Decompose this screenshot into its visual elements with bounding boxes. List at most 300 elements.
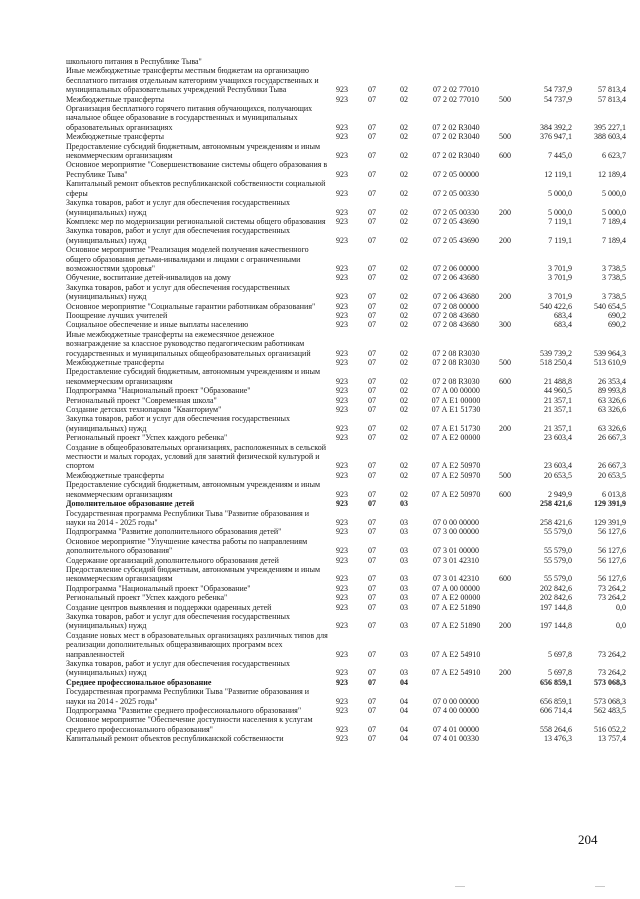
row-value-1: 20 653,5 <box>544 470 572 480</box>
row-value-2: 129 391,9 <box>594 517 626 527</box>
row-ved: 923 <box>336 386 348 396</box>
row-value-2: 3 738,5 <box>602 292 626 302</box>
row-value-2: 26 353,4 <box>598 376 626 386</box>
row-rz: 07 <box>368 405 376 415</box>
row-pr: 02 <box>400 216 408 226</box>
row-value-1: 5 000,0 <box>548 188 572 198</box>
row-value-1: 258 421,6 <box>540 517 572 527</box>
table-row <box>66 283 626 302</box>
row-value-1: 55 579,0 <box>544 574 572 584</box>
row-vr <box>492 302 518 311</box>
row-vr <box>492 66 518 94</box>
table-row <box>66 603 626 612</box>
row-rz: 07 <box>368 489 376 499</box>
row-ved: 923 <box>336 216 348 226</box>
row-name: Подпрограмма "Национальный проект "Образование" <box>66 386 251 396</box>
row-ved: 923 <box>336 235 348 245</box>
row-ved: 923 <box>336 461 348 471</box>
row-csr: 07 2 08 00000 <box>433 301 479 311</box>
row-ved: 923 <box>336 668 348 678</box>
row-rz: 07 <box>368 574 376 584</box>
row-ved <box>328 57 356 66</box>
row-vr: 200 <box>499 668 511 678</box>
row-value-2: 12 189,4 <box>598 169 626 179</box>
row-ved: 923 <box>336 470 348 480</box>
row-value-1: 258 421,6 <box>540 499 572 509</box>
row-name: Поощрение лучших учителей <box>66 310 168 320</box>
row-pr: 03 <box>400 602 408 612</box>
row-name: Среднее профессиональное образование <box>66 677 212 687</box>
row-csr: 07 3 00 00000 <box>433 527 479 537</box>
row-vr <box>492 715 518 734</box>
row-value-1: 55 579,0 <box>544 527 572 537</box>
row-pr: 02 <box>400 263 408 273</box>
row-vr: 200 <box>499 235 511 245</box>
row-value-2: 516 052,2 <box>594 724 626 734</box>
row-value-2: 3 738,5 <box>602 263 626 273</box>
row-rz: 07 <box>368 602 376 612</box>
row-value-1: 656 859,1 <box>540 696 572 706</box>
row-ved: 923 <box>336 273 348 283</box>
row-csr: 07 2 02 R3040 <box>432 132 480 142</box>
row-pr: 04 <box>400 677 408 687</box>
row-ved: 923 <box>336 734 348 744</box>
row-vr: 500 <box>499 470 511 480</box>
row-value-1: 55 579,0 <box>544 546 572 556</box>
row-name: Обучение, воспитание детей-инвалидов на дому <box>66 273 231 283</box>
row-value-2: 73 264,2 <box>598 668 626 678</box>
row-rz: 07 <box>368 348 376 358</box>
row-value-2: 56 127,6 <box>598 574 626 584</box>
row-value-1: 606 714,4 <box>540 706 572 716</box>
row-csr: 07 2 02 77010 <box>433 94 479 104</box>
row-value-1: 54 737,9 <box>544 85 572 95</box>
row-rz: 07 <box>368 696 376 706</box>
row-pr: 03 <box>400 668 408 678</box>
row-rz: 07 <box>368 433 376 443</box>
row-pr: 03 <box>400 574 408 584</box>
table-row <box>66 659 626 678</box>
row-rz: 07 <box>368 461 376 471</box>
row-pr: 02 <box>400 386 408 396</box>
row-value-1: 3 701,9 <box>548 263 572 273</box>
row-value-1: 23 603,4 <box>544 433 572 443</box>
row-name: Закупка товаров, работ и услуг для обеспечения государственных (муниципальных) нужд <box>66 198 291 217</box>
row-rz: 07 <box>368 216 376 226</box>
row-rz: 07 <box>368 376 376 386</box>
row-ved: 923 <box>336 517 348 527</box>
row-value-2: 56 127,6 <box>598 527 626 537</box>
row-value-1: 5 697,8 <box>548 649 572 659</box>
row-value-2: 7 189,4 <box>602 216 626 226</box>
row-csr: 07 2 05 43690 <box>433 235 479 245</box>
row-value-2: 6 623,7 <box>602 151 626 161</box>
row-rz: 07 <box>368 724 376 734</box>
row-vr <box>492 687 518 706</box>
row-csr <box>420 499 492 508</box>
budget-table-body <box>66 57 626 744</box>
row-vr <box>492 443 518 471</box>
row-value-2: 26 667,3 <box>598 433 626 443</box>
table-row <box>66 715 626 734</box>
table-row <box>66 527 626 536</box>
row-value-1: 683,4 <box>554 310 572 320</box>
row-csr: 07 4 01 00330 <box>433 734 479 744</box>
row-value-2 <box>572 57 626 66</box>
row-value-1: 21 357,1 <box>544 423 572 433</box>
table-row <box>66 330 626 358</box>
row-vr: 500 <box>499 358 511 367</box>
row-value-2: 73 264,2 <box>598 583 626 593</box>
row-csr: 07 А Е1 51730 <box>431 405 481 415</box>
row-ved: 923 <box>336 348 348 358</box>
row-name: Создание центров выявления и поддержки одаренных детей <box>66 602 272 612</box>
row-pr: 02 <box>400 376 408 386</box>
row-value-1: 7 445,0 <box>548 151 572 161</box>
row-rz: 07 <box>368 593 376 603</box>
row-rz: 07 <box>368 583 376 593</box>
row-ved: 923 <box>336 724 348 734</box>
row-ved: 923 <box>336 132 348 142</box>
page-number: 204 <box>578 832 598 847</box>
row-value-2: 63 326,6 <box>598 405 626 415</box>
row-value-2: 0,0 <box>616 621 626 631</box>
row-csr: 07 3 01 42310 <box>433 574 479 584</box>
row-ved: 923 <box>336 320 348 330</box>
row-ved: 923 <box>336 207 348 217</box>
row-value-1: 21 357,1 <box>544 395 572 405</box>
table-row <box>66 95 626 104</box>
row-name: Закупка товаров, работ и услуг для обеспечения государственных (муниципальных) нужд <box>66 659 291 678</box>
row-pr: 04 <box>400 706 408 716</box>
row-vr <box>492 311 518 320</box>
row-value-2: 73 264,2 <box>598 593 626 603</box>
row-name: Подпрограмма "Развитие дополнительного образования детей" <box>66 527 282 537</box>
row-value-1: 7 119,1 <box>548 216 572 226</box>
row-csr: 07 2 02 R3040 <box>432 122 480 132</box>
row-pr: 02 <box>400 461 408 471</box>
row-value-1: 197 144,8 <box>540 621 572 631</box>
row-name: Закупка товаров, работ и услуг для обеспечения государственных (муниципальных) нужд <box>66 226 291 245</box>
row-vr <box>492 734 518 743</box>
table-row <box>66 57 626 66</box>
row-vr <box>492 509 518 528</box>
row-value-1: 197 144,8 <box>540 602 572 612</box>
row-pr: 02 <box>400 169 408 179</box>
row-rz: 07 <box>368 668 376 678</box>
row-ved: 923 <box>336 433 348 443</box>
table-row <box>66 556 626 565</box>
row-vr <box>492 217 518 226</box>
row-value-2: 6 013,8 <box>602 489 626 499</box>
row-ved: 923 <box>336 169 348 179</box>
row-pr: 04 <box>400 696 408 706</box>
row-rz: 07 <box>368 151 376 161</box>
row-ved: 923 <box>336 122 348 132</box>
row-rz: 07 <box>368 132 376 142</box>
row-pr: 02 <box>400 94 408 104</box>
row-value-1: 2 949,9 <box>548 489 572 499</box>
row-rz: 07 <box>368 122 376 132</box>
table-row <box>66 537 626 556</box>
row-vr <box>492 160 518 179</box>
row-ved: 923 <box>336 602 348 612</box>
row-pr: 02 <box>400 235 408 245</box>
row-pr: 03 <box>400 546 408 556</box>
row-csr: 07 0 00 00000 <box>433 696 479 706</box>
row-csr: 07 2 08 R3030 <box>432 358 480 367</box>
row-value-1: 384 392,2 <box>540 122 572 132</box>
row-pr: 03 <box>400 583 408 593</box>
row-rz <box>356 57 388 66</box>
row-value-2: 57 813,4 <box>598 94 626 104</box>
row-name: Основное мероприятие "Социальные гарантии работникам образования" <box>66 301 316 311</box>
scan-mark <box>595 886 605 887</box>
row-value-1: 23 603,4 <box>544 461 572 471</box>
row-value-1: 13 476,3 <box>544 734 572 744</box>
row-ved: 923 <box>336 85 348 95</box>
row-pr: 03 <box>400 621 408 631</box>
row-pr: 02 <box>400 151 408 161</box>
row-csr: 07 2 08 43680 <box>433 310 479 320</box>
row-value-2: 573 068,3 <box>594 696 626 706</box>
table-row <box>66 565 626 584</box>
row-value-2: 129 391,9 <box>594 499 626 509</box>
table-row <box>66 367 626 386</box>
row-csr: 07 А 00 00000 <box>432 583 480 593</box>
row-vr <box>492 678 518 687</box>
row-pr: 02 <box>400 273 408 283</box>
row-csr: 07 А Е1 00000 <box>431 395 481 405</box>
row-vr <box>492 405 518 414</box>
row-rz: 07 <box>368 423 376 433</box>
row-csr: 07 2 05 00000 <box>433 169 479 179</box>
row-pr: 03 <box>400 527 408 537</box>
row-pr: 02 <box>400 348 408 358</box>
row-name: Основное мероприятие "Обеспечение доступности населения к услугам среднего профессионального образования" <box>66 715 313 734</box>
row-rz: 07 <box>368 292 376 302</box>
table-row <box>66 198 626 217</box>
row-value-2: 56 127,6 <box>598 546 626 556</box>
row-name: Предоставление субсидий бюджетным, автономным учреждениям и иным некоммерческим организациям <box>66 367 321 386</box>
row-vr <box>492 433 518 442</box>
budget-table <box>66 57 626 744</box>
table-row <box>66 217 626 226</box>
row-name: Межбюджетные трансферты <box>66 94 164 104</box>
row-name: Предоставление субсидий бюджетным, автономным учреждениям и иным некоммерческим организациям <box>66 564 321 584</box>
table-row <box>66 396 626 405</box>
row-value-1: 5 000,0 <box>548 207 572 217</box>
row-csr <box>420 678 492 687</box>
row-name: Дополнительное образование детей <box>66 499 195 509</box>
row-vr <box>492 273 518 282</box>
table-row <box>66 66 626 94</box>
table-row <box>66 273 626 282</box>
row-value-2: 89 993,8 <box>598 386 626 396</box>
row-name: Комплекс мер по модернизации региональной системы общего образования <box>66 216 326 226</box>
table-row <box>66 509 626 528</box>
row-value-1: 558 264,6 <box>540 724 572 734</box>
row-csr: 07 А Е2 54910 <box>431 668 481 678</box>
table-row <box>66 414 626 433</box>
row-value-1: 539 739,2 <box>540 348 572 358</box>
row-pr: 02 <box>400 320 408 330</box>
row-rz: 07 <box>368 734 376 744</box>
row-value-2: 56 127,6 <box>598 555 626 565</box>
table-row <box>66 584 626 593</box>
row-value-2: 388 603,4 <box>594 132 626 142</box>
row-pr: 02 <box>400 405 408 415</box>
row-pr: 02 <box>400 395 408 405</box>
row-name: Закупка товаров, работ и услуг для обеспечения государственных (муниципальных) нужд <box>66 611 291 631</box>
row-name: Содержание организаций дополнительного образования детей <box>66 555 279 565</box>
row-value-1: 656 859,1 <box>540 677 572 687</box>
table-row <box>66 687 626 706</box>
row-pr: 02 <box>400 489 408 499</box>
table-row <box>66 612 626 631</box>
row-pr: 02 <box>400 301 408 311</box>
row-ved: 923 <box>336 263 348 273</box>
row-name: Капитальный ремонт объектов республиканской собственности <box>66 734 284 744</box>
row-csr: 07 А Е2 50970 <box>431 461 481 471</box>
row-name: Региональный проект "Современная школа" <box>66 395 217 405</box>
table-row <box>66 593 626 602</box>
table-row <box>66 302 626 311</box>
row-pr: 02 <box>400 433 408 443</box>
row-csr: 07 А Е2 54910 <box>431 649 481 659</box>
row-value-2: 7 189,4 <box>602 235 626 245</box>
row-value-2: 20 653,5 <box>598 470 626 480</box>
row-pr: 02 <box>400 423 408 433</box>
row-value-2: 5 000,0 <box>602 188 626 198</box>
row-value-1: 540 422,6 <box>540 301 572 311</box>
row-vr <box>492 706 518 715</box>
table-row <box>66 631 626 659</box>
row-ved: 923 <box>336 188 348 198</box>
row-value-1: 7 119,1 <box>548 235 572 245</box>
row-ved: 923 <box>336 489 348 499</box>
row-value-1: 202 842,6 <box>540 583 572 593</box>
table-row <box>66 443 626 471</box>
row-value-1: 21 488,8 <box>544 376 572 386</box>
row-ved: 923 <box>336 555 348 565</box>
row-vr <box>492 57 518 66</box>
row-name: Государственная программа Республики Тыва "Развитие образования и науки на 2014 - 2025 годы" <box>66 687 310 706</box>
row-name: Межбюджетные трансферты <box>66 470 164 480</box>
row-pr: 02 <box>400 85 408 95</box>
row-csr: 07 4 01 00000 <box>433 724 479 734</box>
row-name: Закупка товаров, работ и услуг для обеспечения государственных (муниципальных) нужд <box>66 414 291 433</box>
row-value-2: 63 326,6 <box>598 395 626 405</box>
row-name: Государственная программа Республики Тыва "Развитие образования и науки на 2014 - 2025 годы" <box>66 508 310 527</box>
row-vr <box>492 245 518 273</box>
row-csr: 07 2 02 R3040 <box>432 151 480 161</box>
row-name: Подпрограмма "Развитие среднего профессионального образования" <box>66 706 302 716</box>
row-ved: 923 <box>336 423 348 433</box>
row-vr: 500 <box>499 132 511 142</box>
row-value-2: 57 813,4 <box>598 85 626 95</box>
row-value-1: 518 250,4 <box>540 358 572 367</box>
row-vr <box>492 386 518 395</box>
row-csr: 07 А Е2 51890 <box>431 621 481 631</box>
row-csr: 07 4 00 00000 <box>433 706 479 716</box>
row-rz: 07 <box>368 235 376 245</box>
row-name: Закупка товаров, работ и услуг для обеспечения государственных (муниципальных) нужд <box>66 282 291 302</box>
row-ved: 923 <box>336 310 348 320</box>
row-vr <box>492 631 518 659</box>
table-row <box>66 160 626 179</box>
row-vr: 600 <box>499 574 511 584</box>
row-name: Региональный проект "Успех каждого ребенка" <box>66 433 228 443</box>
row-value-1: 55 579,0 <box>544 555 572 565</box>
row-csr: 07 2 06 00000 <box>433 263 479 273</box>
row-rz: 07 <box>368 301 376 311</box>
row-ved: 923 <box>336 677 348 687</box>
row-pr: 04 <box>400 724 408 734</box>
row-vr: 600 <box>499 489 511 499</box>
row-value-2: 573 068,3 <box>594 677 626 687</box>
row-pr: 02 <box>400 188 408 198</box>
row-pr: 02 <box>400 122 408 132</box>
row-rz: 07 <box>368 470 376 480</box>
row-pr <box>388 57 420 66</box>
row-vr: 600 <box>499 376 511 386</box>
row-name: Межбюджетные трансферты <box>66 358 164 367</box>
row-ved: 923 <box>336 696 348 706</box>
row-value-2: 690,2 <box>608 320 626 330</box>
table-row <box>66 433 626 442</box>
row-rz: 07 <box>368 621 376 631</box>
row-csr: 07 2 05 00330 <box>433 207 479 217</box>
row-value-1: 12 119,1 <box>544 169 572 179</box>
row-value-1: 3 701,9 <box>548 273 572 283</box>
row-value-2: 513 610,9 <box>594 358 626 367</box>
row-pr: 02 <box>400 292 408 302</box>
table-row <box>66 104 626 132</box>
row-value-2: 395 227,1 <box>594 122 626 132</box>
table-row <box>66 245 626 273</box>
row-vr <box>492 593 518 602</box>
table-row <box>66 678 626 687</box>
row-ved: 923 <box>336 649 348 659</box>
row-pr: 02 <box>400 470 408 480</box>
row-value-1: 21 357,1 <box>544 405 572 415</box>
row-rz: 07 <box>368 273 376 283</box>
row-value-2: 690,2 <box>608 310 626 320</box>
table-row <box>66 405 626 414</box>
row-pr: 02 <box>400 207 408 217</box>
row-csr: 07 А Е2 51890 <box>431 602 481 612</box>
row-value-2: 5 000,0 <box>602 207 626 217</box>
row-name: Капитальный ремонт объектов республиканской собственности социальной сферы <box>66 179 326 198</box>
row-vr: 600 <box>499 151 511 161</box>
row-value-1: 5 697,8 <box>548 668 572 678</box>
row-ved: 923 <box>336 706 348 716</box>
row-pr: 02 <box>400 358 408 367</box>
row-pr: 03 <box>400 593 408 603</box>
row-rz: 07 <box>368 546 376 556</box>
row-vr: 200 <box>499 621 511 631</box>
row-rz: 07 <box>368 94 376 104</box>
row-csr: 07 2 08 R3030 <box>432 376 480 386</box>
row-vr <box>492 499 518 508</box>
row-csr: 07 2 02 77010 <box>433 85 479 95</box>
row-rz: 07 <box>368 527 376 537</box>
row-value-2: 562 483,5 <box>594 706 626 716</box>
row-name: Предоставление субсидий бюджетным, автономным учреждениям и иным некоммерческим организациям <box>66 141 321 161</box>
row-ved: 923 <box>336 499 348 509</box>
row-name: Основное мероприятие "Совершенствование системы общего образования в Республике Тыва" <box>66 160 328 179</box>
